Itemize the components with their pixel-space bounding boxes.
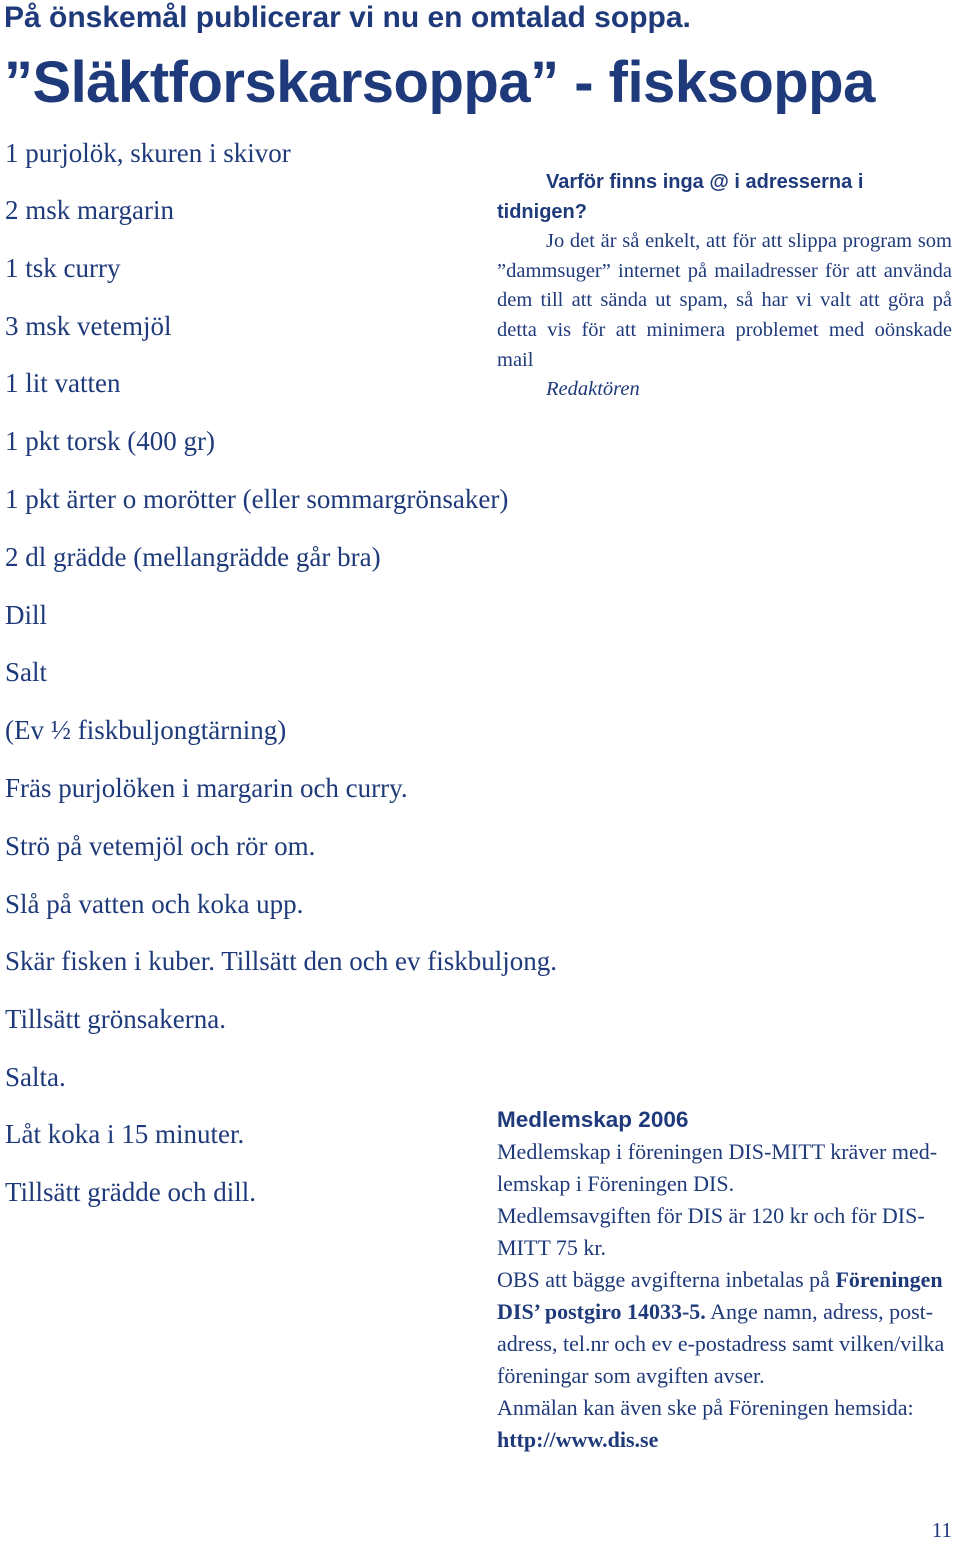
membership-fees: Medlemsavgiften för DIS är 120 kr och för DIS-MITT 75 kr.: [497, 1203, 925, 1260]
membership-requirement: Medlemskap i föreningen DIS-MITT kräver med-lemskap i Föreningen DIS.: [497, 1139, 938, 1196]
recipe-line: 1 lit vatten: [5, 368, 121, 398]
editor-answer: [497, 227, 952, 375]
recipe-step: Tillsätt grönsakerna.: [5, 1004, 226, 1034]
question-line: tidnigen?: [497, 200, 587, 223]
article-title: ”Släktforskarsoppa” - fisksoppa: [4, 50, 875, 115]
answer-text: Jo det är så enkelt, att för att slippa program som ”dammsuger” internet på mailadresser för att använda dem till att sända ut spam, så har vi valt att göra på detta vis för att minimera problemet med oönskade mail: [497, 230, 952, 371]
article-kicker: På önskemål publicerar vi nu en omtalad soppa.: [4, 1, 691, 34]
recipe-step: Låt koka i 15 minuter.: [5, 1119, 245, 1149]
recipe-step: Salta.: [5, 1062, 66, 1092]
recipe-line: Dill: [5, 600, 48, 630]
membership-heading: Medlemskap 2006: [497, 1107, 689, 1132]
recipe-step: Tillsätt grädde och dill.: [5, 1177, 256, 1207]
recipe-line: 2 dl grädde (mellangrädde går bra): [5, 542, 381, 572]
recipe-line: 2 msk margarin: [5, 195, 174, 225]
website-link[interactable]: http://www.dis.se: [497, 1427, 659, 1452]
payment-instructions: [497, 1264, 957, 1392]
recipe-line: Salt: [5, 657, 48, 687]
payment-suffix: Ange namn, adress, post-adress, tel.nr och ev e-postadress samt vilken/vilka föreningar som avgiften avser.: [497, 1299, 945, 1388]
question-line: Varför finns inga @ i adresserna i: [546, 171, 864, 193]
membership-notice: [497, 1104, 957, 1456]
reader-question: [497, 168, 952, 227]
reader-question-box: [497, 168, 952, 405]
website-registration: [497, 1392, 957, 1456]
recipe-line: 1 pkt torsk (400 gr): [5, 426, 215, 456]
recipe-line: 3 msk vetemjöl: [5, 311, 172, 341]
editor-signature: Redaktören: [546, 378, 640, 401]
recipe-step: Skär fisken i kuber. Tillsätt den och ev fiskbuljong.: [5, 946, 557, 976]
recipe-line: (Ev ½ fiskbuljongtärning): [5, 715, 287, 745]
page-number: 11: [931, 1518, 952, 1542]
recipe-line: 1 tsk curry: [5, 253, 121, 283]
website-prefix: Anmälan kan även ske på Föreningen hemsida:: [497, 1395, 914, 1420]
recipe-step: Fräs purjolöken i margarin och curry.: [5, 773, 408, 803]
recipe-line: 1 pkt ärter o morötter (eller sommargrönsaker): [5, 484, 509, 514]
payment-prefix: OBS att bägge avgifterna inbetalas på: [497, 1267, 830, 1292]
recipe-step: Strö på vetemjöl och rör om.: [5, 831, 316, 861]
postgiro-account: Föreningen DIS’ postgiro 14033-5.: [497, 1267, 943, 1324]
recipe-step: Slå på vatten och koka upp.: [5, 889, 304, 919]
recipe-line: 1 purjolök, skuren i skivor: [5, 138, 291, 168]
